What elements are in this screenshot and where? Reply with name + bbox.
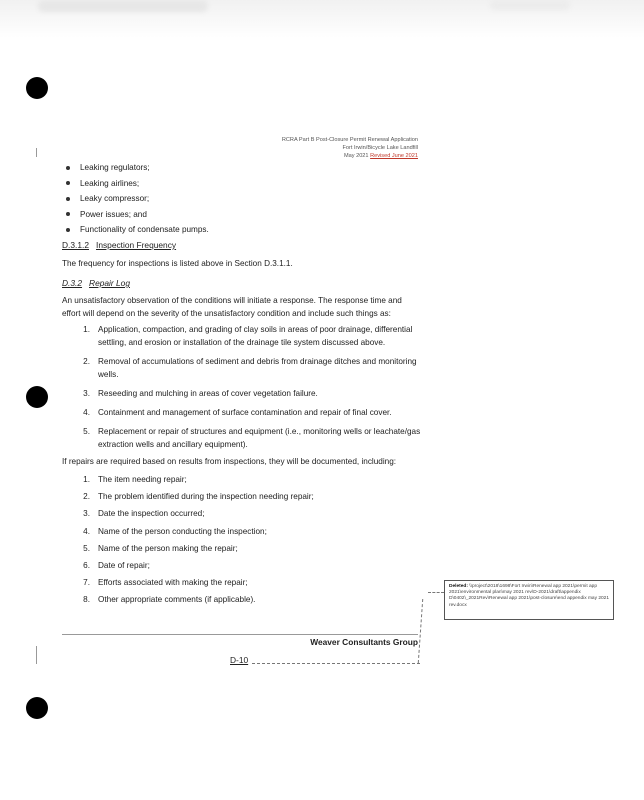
documentation-list xyxy=(62,473,422,611)
punch-hole xyxy=(26,77,48,99)
list-item: 6. Date of repair; xyxy=(83,560,150,570)
list-item: Leaky compressor; xyxy=(62,191,209,207)
repair-intro: An unsatisfactory observation of the conditions will initiate a response. The response time and effort will depend on the severity of the unsatisfactory condition and include such things as: xyxy=(62,296,402,318)
scan-artifact xyxy=(490,0,570,10)
list-item: 4. Name of the person conducting the inspection; xyxy=(83,526,267,536)
list-item: 2. The problem identified during the inspection needing repair; xyxy=(83,492,314,502)
bullet-icon xyxy=(66,228,70,232)
list-item: 8. Other appropriate comments (if applicable). xyxy=(83,595,256,605)
scan-artifact xyxy=(38,0,208,12)
document-header xyxy=(198,136,418,160)
header-date: May 2021 Revised June 2021 xyxy=(343,153,418,159)
bullet-icon xyxy=(66,197,70,201)
list-item: 3. Date the inspection occurred; xyxy=(83,509,205,519)
margin-mark xyxy=(36,148,37,157)
section-heading-d32: D.3.2 Repair Log xyxy=(62,278,130,288)
footer-company: Weaver Consultants Group xyxy=(310,637,418,647)
punch-hole xyxy=(26,386,48,408)
header-title: RCRA Part B Post-Closure Permit Renewal Application xyxy=(281,137,418,143)
list-item: Leaking regulators; xyxy=(62,160,209,176)
list-item: 1. The item needing repair; xyxy=(83,475,187,484)
bullet-icon xyxy=(66,166,70,170)
comment-label: Deleted: xyxy=(449,584,468,589)
list-item: 3. Reseeding and mulching in areas of cover vegetation failure. xyxy=(83,389,318,398)
list-item: 5. Replacement or repair of structures and equipment (i.e., monitoring wells or leachate/gas extraction wells and ancillary equipment). xyxy=(83,427,421,449)
deleted-comment-balloon[interactable] xyxy=(444,580,614,620)
section-heading-d312: D.3.1.2 Inspection Frequency xyxy=(62,240,177,250)
margin-mark xyxy=(36,646,37,664)
footer-divider xyxy=(62,634,418,635)
documentation-intro: If repairs are required based on results from inspections, they will be documented, including: xyxy=(62,457,397,466)
punch-hole xyxy=(26,697,48,719)
list-item: 2. Removal of accumulations of sediment and debris from drainage ditches and monitoring wells. xyxy=(83,357,417,379)
list-item: Power issues; and xyxy=(62,207,209,223)
inspection-bullets xyxy=(62,160,209,238)
list-item: 7. Efforts associated with making the repair; xyxy=(83,578,248,588)
list-item: 1. Application, compaction, and grading of clay soils in areas of poor drainage, differential settling, and erosion or installation of the drainage tile system discussed above. xyxy=(83,325,413,347)
comment-leader-line xyxy=(428,592,444,593)
comment-text: \\project\2018\1698\Fort Irwin\Renewal app 2021\permit app 2021\environmental plan\may 2021 rev\D-2021\draft\appendix D\0402\_2021Rev\Renewal app 2021\post-closure\end appendix may 2021 rev.docx xyxy=(449,584,610,608)
page-number: D-10 xyxy=(230,655,249,665)
comment-leader-line xyxy=(252,663,420,664)
list-item: Functionality of condensate pumps. xyxy=(62,222,209,238)
repair-list xyxy=(62,323,422,451)
list-item: 4. Containment and management of surface contamination and repair of final cover. xyxy=(83,408,392,417)
bullet-icon xyxy=(66,181,70,185)
list-item: Leaking airlines; xyxy=(62,176,209,192)
bullet-icon xyxy=(66,212,70,216)
frequency-text: The frequency for inspections is listed above in Section D.3.1.1. xyxy=(62,259,293,268)
list-item: 5. Name of the person making the repair; xyxy=(83,543,238,553)
revision-date: Revised June 2021 xyxy=(370,153,418,159)
header-site: Fort Irwin/Bicycle Lake Landfill xyxy=(342,145,418,151)
